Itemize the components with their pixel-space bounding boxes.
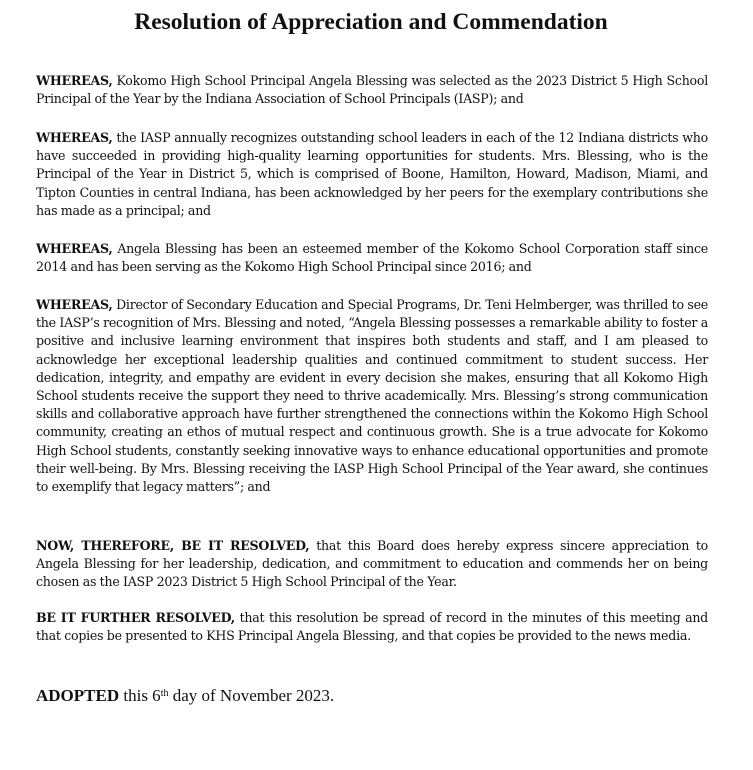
adopted-line	[36, 685, 334, 707]
adopted-text-before: this 6	[119, 686, 161, 705]
adopted-lead: ADOPTED	[36, 686, 120, 705]
paragraph-lead: WHEREAS,	[36, 297, 113, 312]
paragraph-lead: WHEREAS,	[36, 73, 113, 88]
whereas-paragraph-4	[36, 296, 708, 496]
whereas-paragraph-3	[36, 240, 708, 276]
paragraph-text: Kokomo High School Principal Angela Blessing was selected as the 2023 District 5 High School Principal of the Year by the Indiana Association of School Principals (IASP); and	[36, 73, 708, 107]
ordinal-suffix: th	[160, 688, 169, 699]
paragraph-text: that this Board does hereby express sincere appreciation to Angela Blessing for her leadership, dedication, and commitment to education and commends her on being chosen as the IASP 2023 District 5 High School Principal of the Year.	[36, 538, 708, 590]
whereas-paragraph-2	[36, 129, 708, 220]
paragraph-text: Director of Secondary Education and Special Programs, Dr. Teni Helmberger, was thrilled to see the IASP’s recognition of Mrs. Blessing and noted, “Angela Blessing possesses a remarkable ability to foster a positive and inclusive learning environment that inspires both students and staff, and I am pleased to acknowledge her exceptional leadership qualities and continued commitment to student success. Her dedication, integrity, and empathy are evident in every decision she makes, ensuring that all Kokomo High School students receive the support they need to thrive academically. Mrs. Blessing’s strong communication skills and collaborative approach have further strengthened the connections within the Kokomo High School community, creating an ethos of mutual respect and continuous growth. She is a true advocate for Kokomo High School students, constantly seeking innovative ways to enhance educational opportunities and promote their well-being. By Mrs. Blessing receiving the IASP High School Principal of the Year award, she continues to exemplify that legacy matters”; and	[36, 297, 708, 495]
page-title: Resolution of Appreciation and Commendation	[134, 9, 608, 35]
resolved-paragraph	[36, 537, 708, 592]
paragraph-lead: WHEREAS,	[36, 130, 113, 145]
further-resolved-paragraph	[36, 609, 708, 645]
paragraph-lead: NOW, THEREFORE, BE IT RESOLVED,	[36, 538, 310, 553]
paragraph-text: that this resolution be spread of record in the minutes of this meeting and that copies be presented to KHS Principal Angela Blessing, and that copies be provided to the news media.	[36, 610, 708, 644]
paragraph-lead: WHEREAS,	[36, 241, 113, 256]
paragraph-text: Angela Blessing has been an esteemed member of the Kokomo School Corporation staff since 2014 and has been serving as the Kokomo High School Principal since 2016; and	[36, 241, 708, 275]
whereas-paragraph-1	[36, 72, 708, 108]
paragraph-lead: BE IT FURTHER RESOLVED,	[36, 610, 235, 625]
adopted-text-after: day of November 2023.	[168, 686, 335, 705]
paragraph-text: the IASP annually recognizes outstanding school leaders in each of the 12 Indiana districts who have succeeded in providing high-quality learning opportunities for students. Mrs. Blessing, who is the Principal of the Year in District 5, which is comprised of Boone, Hamilton, Howard, Madison, Miami, and Tipton Counties in central Indiana, has been acknowledged by her peers for the exemplary contributions she has made as a principal; and	[36, 130, 708, 218]
